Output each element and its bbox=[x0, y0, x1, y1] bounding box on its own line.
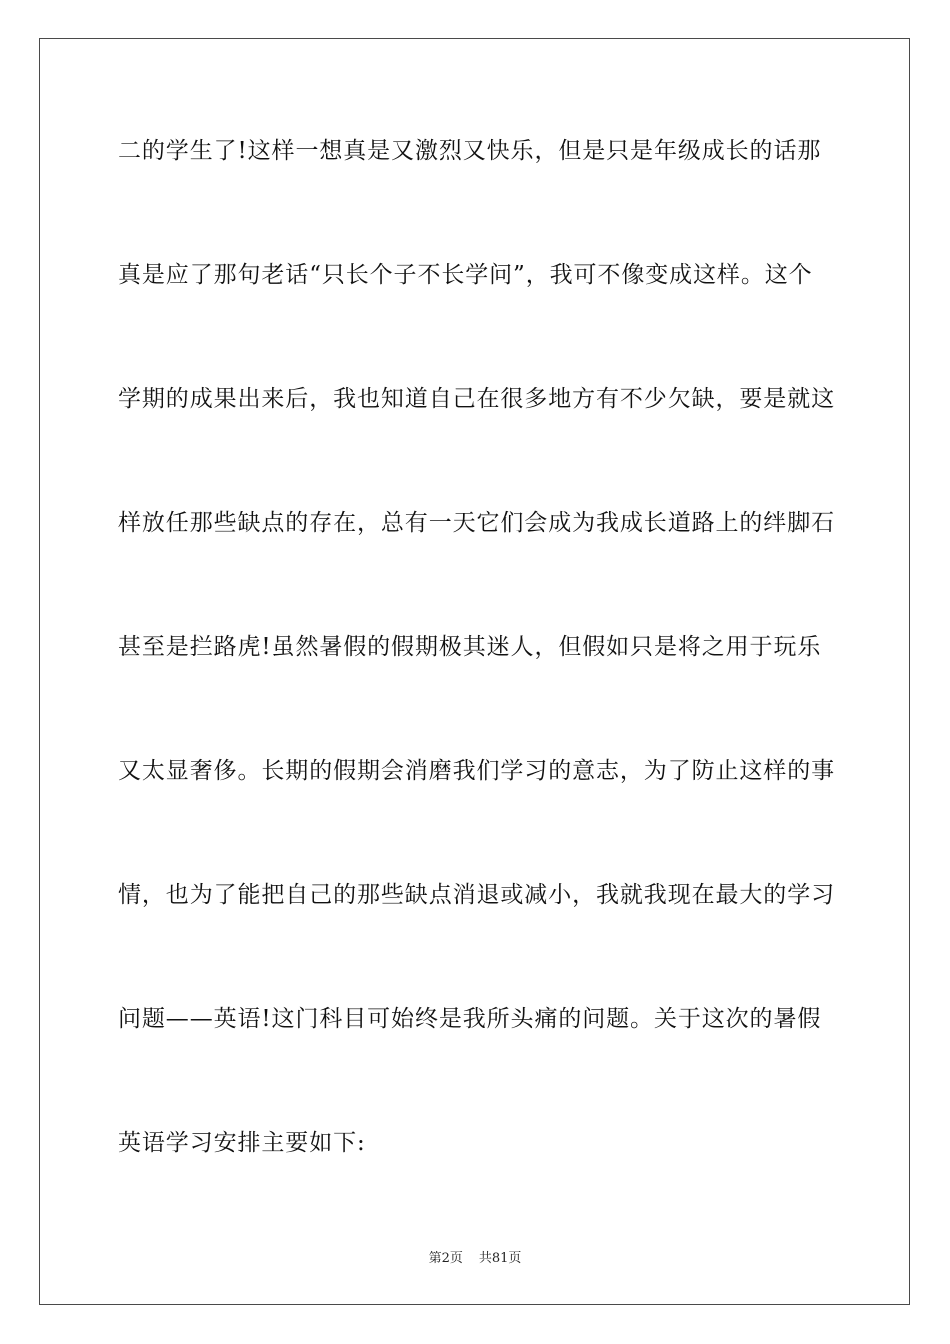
text-line: 甚至是拦路虎!虽然暑假的假期极其迷人，但假如只是将之用于玩乐 bbox=[118, 634, 822, 660]
document-body bbox=[118, 127, 838, 1243]
text-line: 英语学习安排主要如下: bbox=[118, 1130, 366, 1156]
text-line: 问题——英语!这门科目可始终是我所头痛的问题。关于这次的暑假 bbox=[118, 1006, 822, 1032]
text-line: 学期的成果出来后，我也知道自己在很多地方有不少欠缺，要是就这 bbox=[118, 386, 835, 412]
text-line: 样放任那些缺点的存在，总有一天它们会成为我成长道路上的绊脚石 bbox=[118, 510, 835, 536]
text-line: 又太显奢侈。长期的假期会消磨我们学习的意志，为了防止这样的事 bbox=[118, 758, 835, 784]
total-pages: 共81页 bbox=[478, 1251, 522, 1266]
page-footer bbox=[0, 1247, 950, 1266]
text-line: 真是应了那句老话“只长个子不长学问”，我可不像变成这样。这个 bbox=[118, 262, 813, 288]
page-number: 第2页 bbox=[428, 1251, 463, 1266]
text-line: 情，也为了能把自己的那些缺点消退或减小，我就我现在最大的学习 bbox=[118, 882, 835, 908]
text-line: 二的学生了!这样一想真是又激烈又快乐，但是只是年级成长的话那 bbox=[118, 138, 822, 164]
